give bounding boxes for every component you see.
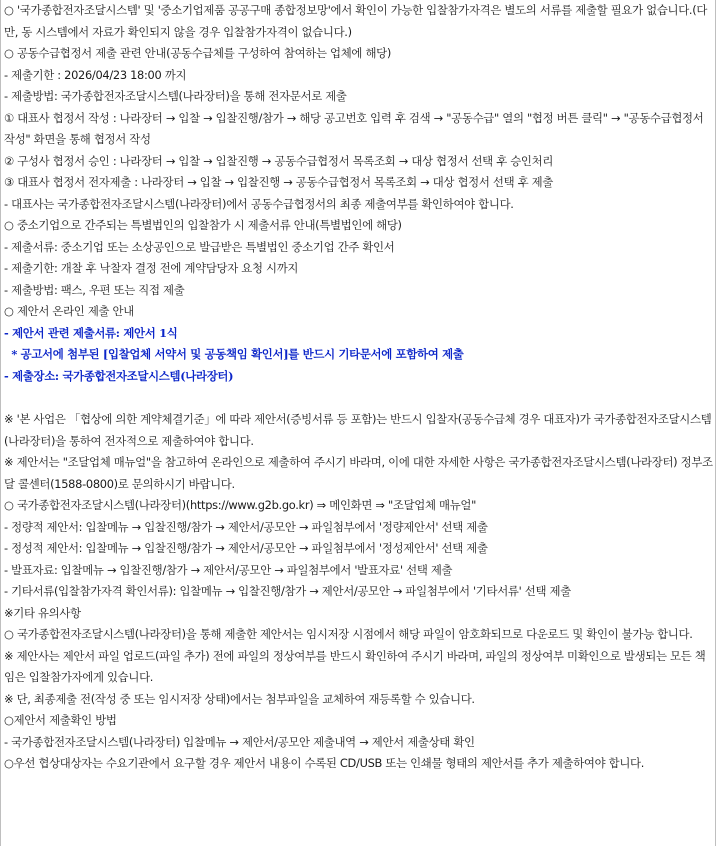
paragraph: ※ 제안서는 "조달업체 매뉴얼"을 참고하여 온라인으로 제출하여 주시기 바라며, 이에 대한 자세한 사항은 국가종합전자조달시스템(나라장터) 정부조달 콜센터(1588-0800)로 문의하시기 바랍니다.	[4, 455, 713, 491]
highlight-line: * 공고서에 첨부된 [입찰업체 서약서 및 공동책임 확인서]를 반드시 기타문서에 포함하여 제출	[4, 347, 464, 361]
paragraph: ○우선 협상대상자는 수요기관에서 요구할 경우 제안서 내용이 수록된 CD/USB 또는 인쇄물 형태의 제안서를 추가 제출하여야 합니다.	[4, 756, 645, 770]
paragraph: ○ 공동수급협정서 제출 관련 안내(공동수급체를 구성하여 참여하는 업체에 해당)	[4, 46, 392, 60]
paragraph: ※ 단, 최종제출 전(작성 중 또는 임시저장 상태)에서는 첨부파일을 교체하여 재등록할 수 있습니다.	[4, 691, 475, 706]
paragraph: ○ 제안서 온라인 제출 안내	[4, 304, 134, 318]
paragraph: ○ 국가종합전자조달시스템(나라장터)을 통해 제출한 제안서는 임시저장 시점에서 해당 파일이 암호화되므로 다운로드 및 확인이 불가능 합니다.	[4, 627, 693, 641]
paragraph: - 정량적 제안서: 입찰메뉴 → 입찰진행/참가 → 제안서/공모안 → 파일첨부에서 '정량제안서' 선택 제출	[4, 519, 488, 534]
paragraph: ○제안서 제출확인 방법	[4, 713, 117, 727]
paragraph: ② 구성사 협정서 승인 : 나라장터 → 입찰 → 입찰진행 → 공동수급협정서 목록조회 → 대상 협정서 선택 후 승인처리	[4, 153, 554, 168]
paragraph: - 제출방법: 팩스, 우편 또는 직접 제출	[4, 282, 185, 297]
paragraph: - 정성적 제안서: 입찰메뉴 → 입찰진행/참가 → 제안서/공모안 → 파일첨부에서 '정성제안서' 선택 제출	[4, 541, 488, 555]
paragraph: ※기타 유의사항	[4, 605, 81, 620]
paragraph: ※ 제안사는 제안서 파일 업로드(파일 추가) 전에 파일의 정상여부를 반드시 확인하여 주시기 바라며, 파일의 정상여부 미확인으로 발생되는 모든 책임은 입찰참가자에게 있습니다.	[4, 648, 706, 684]
highlight-line: - 제출장소: 국가종합전자조달시스템(나라장터)	[4, 368, 234, 383]
paragraph: ○ 국가종합전자조달시스템(나라장터)(https://www.g2b.go.kr) ⇒ 메인화면 ⇒ "조달업체 매뉴얼"	[4, 498, 477, 512]
paragraph: ③ 대표사 협정서 전자제출 : 나라장터 → 입찰 → 입찰진행 → 공동수급협정서 목록조회 → 대상 협정서 선택 후 제출	[4, 175, 554, 189]
paragraph: - 제출서류: 중소기업 또는 소상공인으로 발급받은 특별법인 중소기업 간주 확인서	[4, 239, 395, 254]
paragraph: - 제출기한 : 2026/04/23 18:00 까지	[4, 67, 187, 82]
paragraph: - 국가종합전자조달시스템(나라장터) 입찰메뉴 → 제안서/공모안 제출내역 → 제안서 제출상태 확인	[4, 734, 475, 749]
paragraph: ○ '국가종합전자조달시스템' 및 '중소기업제품 공공구매 종합정보망'에서 확인이 가능한 입찰참가자격은 별도의 서류를 제출할 필요가 없습니다.(다만, 동 시스템에서 자료가 확인되지 않을 경우 입찰참가자격이 없습니다.)	[4, 3, 708, 39]
paragraph: - 제출기한: 개찰 후 낙찰자 결정 전에 계약담당자 요청 시까지	[4, 261, 299, 275]
paragraph: - 발표자료: 입찰메뉴 → 입찰진행/참가 → 제안서/공모안 → 파일첨부에서 '발표자료' 선택 제출	[4, 562, 453, 577]
spacer	[4, 387, 713, 409]
paragraph: - 대표사는 국가종합전자조달시스템(나라장터)에서 공동수급협정서의 최종 제출여부를 확인하여야 합니다.	[4, 196, 514, 211]
paragraph: ① 대표사 협정서 작성 : 나라장터 → 입찰 → 입찰진행/참가 → 해당 공고번호 입력 후 검색 → "공동수급" 열의 "협정 버튼 클릭" → "공동수급협정서작성" 화면을 통해 협정서 작성	[4, 110, 704, 146]
notice-content	[1, 0, 715, 775]
paragraph: ※ '본 사업은 「협상에 의한 계약체결기준」에 따라 제안서(증빙서류 등 포함)는 반드시 입찰자(공동수급체 경우 대표자)가 국가종합전자조달시스템(나라장터)을 통하여 전자적으로 제출하여야 합니다.	[4, 412, 712, 448]
paragraph: - 기타서류(입찰참가자격 확인서류): 입찰메뉴 → 입찰진행/참가 → 제안서/공모안 → 파일첨부에서 '기타서류' 선택 제출	[4, 584, 571, 598]
paragraph: - 제출방법: 국가종합전자조달시스템(나라장터)을 통해 전자문서로 제출	[4, 89, 347, 103]
paragraph: ○ 중소기업으로 간주되는 특별법인의 입찰참가 시 제출서류 안내(특별법인에 해당)	[4, 218, 402, 232]
highlight-line: - 제안서 관련 제출서류: 제안서 1식	[4, 325, 178, 340]
